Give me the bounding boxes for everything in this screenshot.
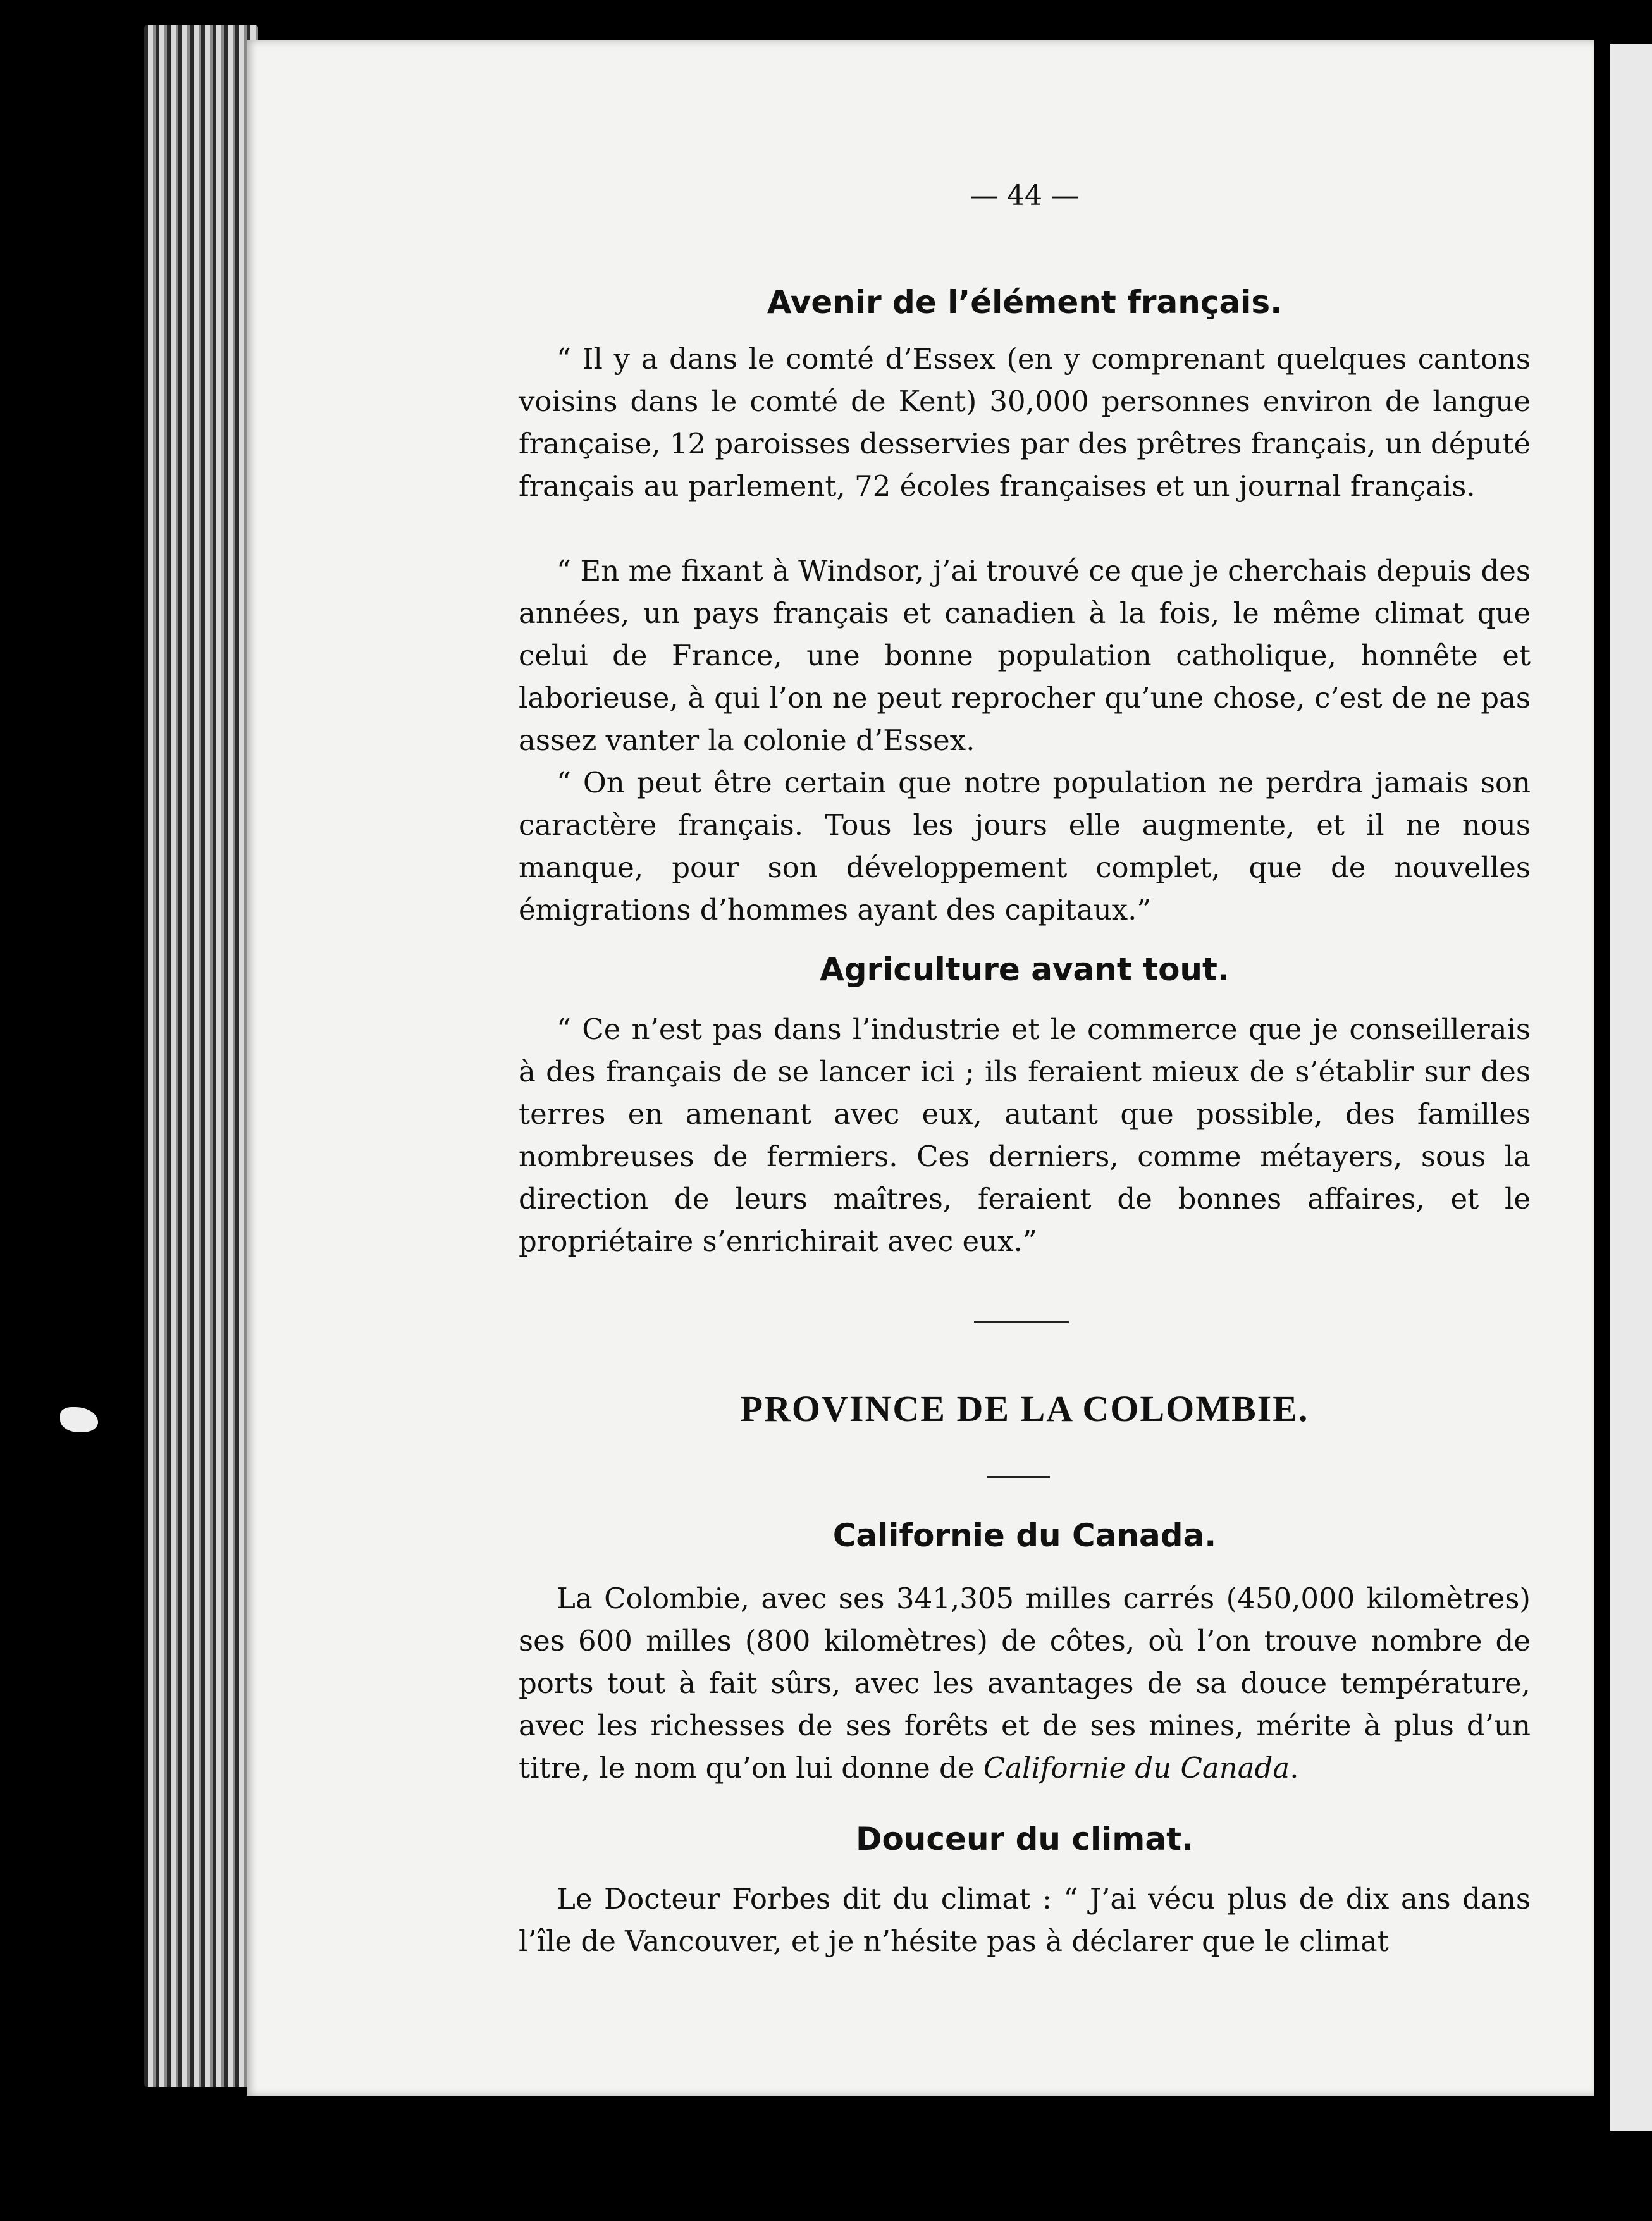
heading-douceur: Douceur du climat. xyxy=(855,1821,1194,1857)
paragraph-avenir-3: “ On peut être certain que notre population ne perdra jamais son caractère français. Tous les jours elle augmente, et il ne nous manque, pour son développement complet, que de nouvelles émigrations d’hommes ayant des capitaux.” xyxy=(519,766,1531,926)
californie-italic-term: Californie du Canada xyxy=(983,1751,1290,1785)
heading-agriculture: Agriculture avant tout. xyxy=(820,951,1230,988)
facing-page-edge xyxy=(1610,44,1652,2131)
paragraph-agriculture: “ Ce n’est pas dans l’industrie et le commerce que je conseillerais à des français de se lancer ici ; ils feraient mieux de s’établir sur des terres en amenant avec eux, autant que possible, des familles nombreuses de fermiers. Ces derniers, comme métayers, sous la direction de leurs maîtres, feraient de bonnes affaires, et le propriétaire s’enrichirait avec eux.” xyxy=(519,1012,1531,1258)
paragraph-californie-end: . xyxy=(1290,1751,1299,1785)
heading-avenir: Avenir de l’élément français. xyxy=(767,284,1283,321)
book-page xyxy=(247,40,1594,2096)
page-edges xyxy=(144,25,258,2087)
section-divider-top xyxy=(974,1321,1069,1323)
page-number: — 44 — xyxy=(970,180,1079,212)
province-title: PROVINCE DE LA COLOMBIE. xyxy=(740,1388,1309,1429)
section-divider-bottom xyxy=(987,1476,1050,1478)
paragraph-avenir-1: “ Il y a dans le comté d’Essex (en y comprenant quelques cantons voisins dans le comté de Kent) 30,000 personnes environ de langue française, 12 paroisses desservies par des prêtres français, un député français au parlement, 72 écoles françaises et un journal français. xyxy=(519,342,1531,503)
paragraph-avenir-2: “ En me fixant à Windsor, j’ai trouvé ce que je cherchais depuis des années, un pays français et canadien à la fois, le même climat que celui de France, une bonne population catholique, honnête et laborieuse, à qui l’on ne peut reprocher qu’une chose, c’est de ne pas assez vanter la colonie d’Essex. xyxy=(519,554,1531,757)
paragraph-californie xyxy=(519,1577,1531,1789)
paragraph-douceur: Le Docteur Forbes dit du climat : “ J’ai vécu plus de dix ans dans l’île de Vancouver, et je n’hésite pas à déclarer que le climat xyxy=(519,1882,1531,1958)
paper-scrap xyxy=(60,1407,98,1432)
paragraph-californie-text: La Colombie, avec ses 341,305 milles carrés (450,000 kilomètres) ses 600 milles (800 kilomètres) de côtes, où l’on trouve nombre de ports tout à fait sûrs, avec les avantages de sa douce température, avec les richesses de ses forêts et de ses mines, mérite à plus d’un titre, le nom qu’on lui donne de xyxy=(519,1582,1531,1785)
heading-californie: Californie du Canada. xyxy=(832,1517,1217,1554)
